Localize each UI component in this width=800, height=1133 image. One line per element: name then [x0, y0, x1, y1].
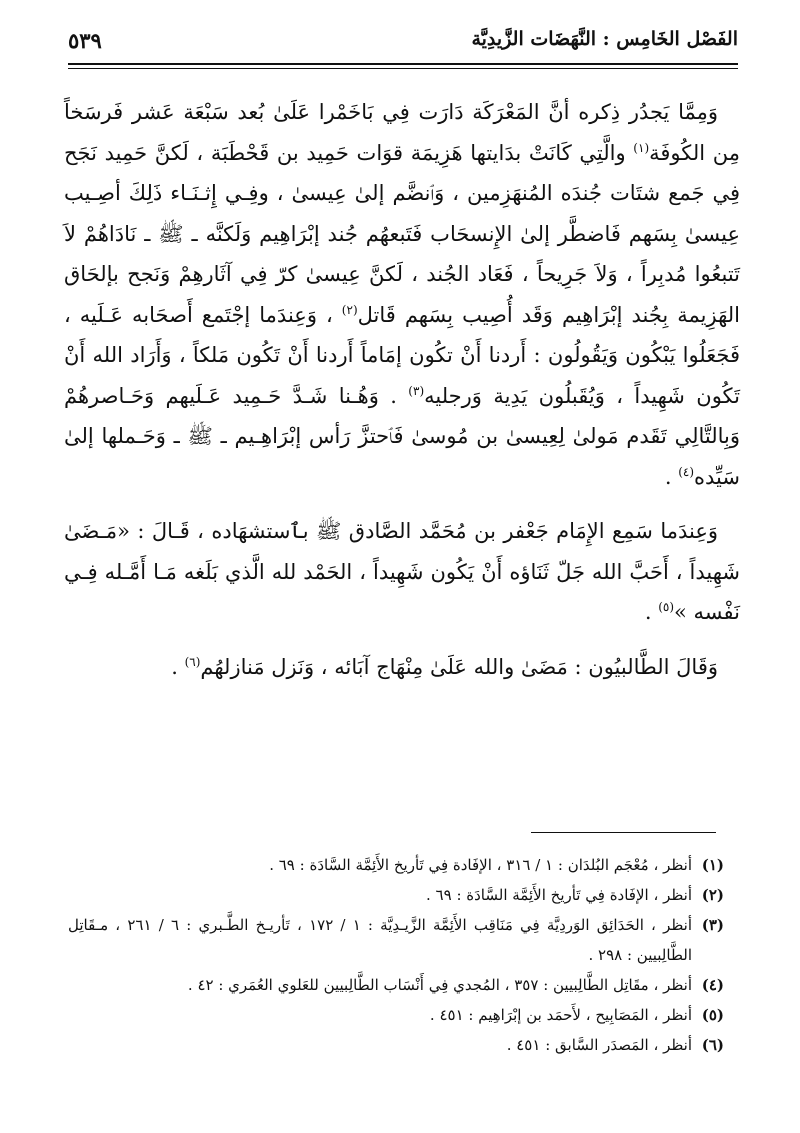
footnote-ref-1: (١) — [633, 140, 650, 155]
paragraph-2 — [64, 511, 740, 633]
footnote-text: أنظر ، مُعْجَم البُلدَان : ١ / ٣١٦ ، الإفَادة فِي تَأريخ الأَئِمَّة السَّادَة : ٦٩ . — [269, 856, 692, 874]
footnote — [68, 1030, 724, 1060]
footnote — [68, 880, 724, 910]
text-segment: . — [644, 600, 659, 624]
text-segment: . وَهُـنا شَـدَّ حَـمِيد عَـلَيهم وَحَـاصرهُمْ وَبِالتَّالِي تَقَدم مَولىٰ لِعِيسىٰ بن مُوسىٰ فَٱحتزَّ رَأس إبْرَاهِـيم ـ ﷺ ـ وَحَـملها إلىٰ سَيِّده — [64, 383, 740, 489]
footnote-ref-5: (٥) — [658, 600, 675, 614]
footnote — [68, 910, 724, 970]
footnote-text: أنظر ، الإفَادة فِي تَأريخ الأَئِمَّة السَّادَة : ٦٩ . — [426, 886, 692, 904]
footnote — [68, 850, 724, 880]
header-rule — [68, 63, 738, 65]
main-text — [64, 92, 740, 687]
text-segment: وَقَالَ الطَّالبيُون : مَضَىٰ والله عَلَىٰ مِنْهَاج آبَائه ، وَنَزل مَنازلهُم — [200, 654, 718, 679]
text-segment: وَعِندَما سَمِع الإِمَام جَعْفر بن مُحَمَّد الصَّادق ﷺ بٱستشهَاده ، قَـالَ : «مَـضَىٰ شَهِيداً ، أَحَبَّ الله جَلّ ثَنَاؤه أَنْ يَكُون شَهِيداً ، الحَمْد لله الَّذي بَلَغه مَـا أَمَّـله فِـي نَفْسه » — [64, 519, 740, 624]
footnote-ref-3: (٣) — [408, 383, 425, 398]
footnote-ref-6: (٦) — [184, 654, 201, 669]
footnotes — [68, 850, 724, 1060]
text-segment: . — [171, 654, 185, 679]
footnote-ref-2: (٢) — [341, 302, 358, 317]
paragraph-3 — [64, 647, 740, 688]
text-segment: ، وَعِندَما إجْتَمع أَصحَابه عَـلَيه ، فَجَعَلُوا يَبْكُون وَيَقُولُون : أَردنا أَنْ تكُون إمَاماً أَردنا أَنْ تَكُون مَلكاً ، وَأَرَاد الله أَنْ تَكُون شَهِيداً ، وَيُقَبلُون يَدِية وَرجليه — [64, 302, 740, 408]
footnote — [68, 970, 724, 1000]
footnote-number: (١) — [701, 856, 724, 874]
header-rule-thin — [68, 68, 738, 69]
text-segment: والَّتِي كَانَتْ بدَايتها هَزِيمَة قوَات حَمِيد بن قَحْطَبَة ، لَكنَّ حَمِيد نَجَح فِي جَمع شتَات جُندَه المُنهَزِمين ، وَٱنضَّم إلىٰ عِيسىٰ ، وفِـي إِثـنَـاء ذَلِكَ أصِـيب عِيسىٰ بِسَهم فَاضطَّر إلىٰ الإِنسحَاب فَتَبعهُم جُند إبْرَاهِيم وَلَكنَّه ـ ﷺ ـ نَادَاهُمْ لاَ تَتبعُوا مُدبِراً ، وَلاَ جَرِيحاً ، فَعَاد الجُند ، لَكنَّ عِيسىٰ كرّ فِي آثَارهِمْ وَنَجح بإلحَاق الهَزِيمة بِجُند إبْرَاهِيم وَقَد أُصِيب بِسَهم قَاتل — [64, 140, 740, 327]
page-header — [68, 28, 738, 68]
footnote-text: أنظر ، مقَاتِل الطَّالِبيين : ٣٥٧ ، المُجدي فِي أَنْسَاب الطَّالِبيين للعَلوي العُمَري : ٤٢ . — [187, 976, 692, 994]
footnote — [68, 1000, 724, 1030]
text-segment: وَمِمَّا يَجدُر ذِكره أنَّ المَعْرَكَة دَارَت فِي بَاخَمْرا عَلَىٰ بُعد سَبْعَة عَشر فَرسَخاً مِن الكُوفَة — [64, 100, 740, 165]
footnote-text: أنظر ، المَصدَر السَّابق : ٤٥١ . — [506, 1036, 692, 1054]
footnote-text: أنظر ، الحَدَائِق الوَردِيَّة فِي مَنَاقِب الأَئِمَّة الزَّيـدِيَّة : ١ / ١٧٢ ، تَأريـخ الطَّـبري : ٦ / ٢٦١ ، مـقَاتِل الطَّالِبيين : ٢٩٨ . — [68, 916, 693, 964]
footnote-text: أنظر ، المَصَابِيح ، لأَحمَد بن إبْرَاهِيم : ٤٥١ . — [429, 1006, 692, 1024]
footnote-number: (٦) — [701, 1036, 724, 1054]
running-title: الفَصْل الخَامِس : النَّهَضَات الزَّيدِيَّة — [471, 28, 738, 50]
footnote-number: (٢) — [701, 886, 724, 904]
paragraph-1 — [64, 92, 740, 497]
footnote-ref-4: (٤) — [678, 464, 695, 479]
footnote-number: (٤) — [701, 976, 724, 994]
footnote-separator — [531, 832, 716, 833]
page-number: ٥٣٩ — [68, 28, 102, 53]
text-segment: . — [664, 464, 679, 489]
footnote-number: (٥) — [701, 1006, 724, 1024]
footnote-number: (٣) — [701, 916, 724, 934]
